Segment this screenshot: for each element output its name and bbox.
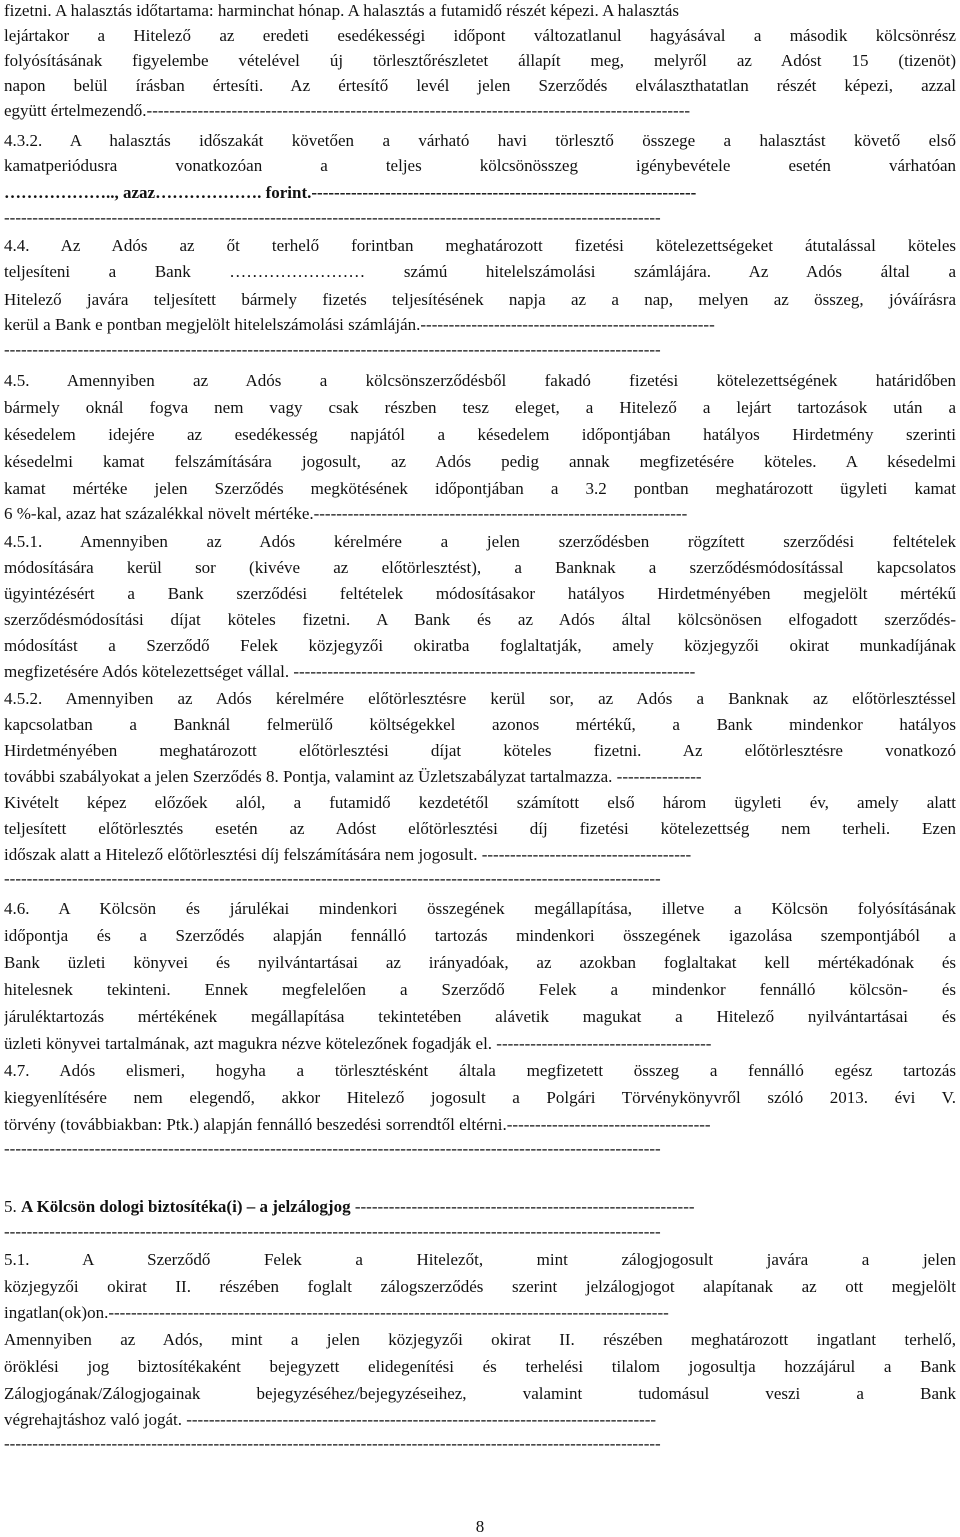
text-line: további szabályokat a jelen Szerződés 8. Pontja, valamint az Üzletszabályzat tartalmazza. ---------------: [4, 767, 702, 786]
text-line: --------------------------------------------------------------------------------------------------------------------: [4, 1222, 661, 1241]
text-line: fizetni. A halasztás időtartama: harminchat hónap. A halasztás a futamidő részét képezi. A halasztás: [4, 1, 680, 20]
text-line: késedelmi kamat felszámítására jogosult, az Adós pedig annak megfizetésére köteles. A késedelmi: [4, 452, 956, 471]
text-line: --------------------------------------------------------------------------------------------------------------------: [4, 340, 661, 359]
text-line: hitelesnek tekinteni. Ennek megfelelően a Szerződő Felek a mindenkor fennálló kölcsön- és: [4, 980, 956, 999]
text-line: bármely oknál fogva nem vagy csak részben tesz eleget, a Hitelező a lejárt tartozások után a: [4, 398, 956, 417]
section-title: A Kölcsön dologi biztosítéka(i) – a jelzálogjog: [21, 1197, 351, 1216]
text-line: 4.7. Adós elismeri, hogyha a törlesztésként általa megfizetett összeg a fennálló egész tartozás: [4, 1061, 956, 1080]
text-line: kapcsolatban a Banknál felmerülő költségekkel azonos mértékű, a Bank mindenkor hatályos: [4, 715, 956, 734]
text-line: járuléktartozás mértékének megállapítása tekintetében alávetik magukat a Hitelező nyilvántartásai és: [4, 1007, 956, 1026]
section-heading: [4, 1196, 956, 1220]
text-line: időszak alatt a Hitelező előtörlesztési díj felszámítására nem jogosult. -------------------------------------: [4, 845, 692, 864]
text-line: 5.1. A Szerződő Felek a Hitelezőt, mint zálogjogosult javára a jelen: [4, 1250, 956, 1269]
text-line: időpontja és a Szerződés alapján fennálló tartozás mindenkori összegének igazolása szempontjából a: [4, 926, 956, 945]
text-line: 6 %-kal, azaz hat százalékkal növelt mértéke.------------------------------------------------------------------: [4, 504, 688, 523]
text-line: ……………….., azaz………………. forint.--------------------------------------------------------------------: [4, 183, 697, 202]
text-line: módosítására kerül sor (kivéve az előtörlesztést), a Banknak a szerződésmódosítással kapcsolatos: [4, 558, 956, 577]
text-line: Hirdetményében meghatározott előtörlesztési díjat köteles fizetni. Az előtörlesztésre vonatkozó: [4, 741, 956, 760]
text-line: törvény (továbbiakban: Ptk.) alapján fennálló beszedési sorrendtől eltérni.------------------------------------: [4, 1115, 711, 1134]
text-line: ingatlan(ok)on.---------------------------------------------------------------------------------------------------: [4, 1303, 669, 1322]
text-line: késedelem idejére az esedékesség napjától a késedelem időpontjában hatályos Hirdetmény szerinti: [4, 425, 956, 444]
text-line: Kivételt képez előzőek alól, a futamidő kezdetétől számított első három ügyleti év, amely alatt: [4, 793, 956, 812]
section-dashes: ------------------------------------------------------------: [350, 1197, 695, 1216]
section-number: 5.: [4, 1197, 21, 1216]
text-line: --------------------------------------------------------------------------------------------------------------------: [4, 1434, 661, 1453]
text-line: folyósításának figyelembe vételével új törlesztőrészletet állapít meg, melyről az Adóst 15 (tizenöt): [4, 51, 956, 70]
text-line: --------------------------------------------------------------------------------------------------------------------: [4, 1139, 661, 1158]
text-line: lejártakor a Hitelező az eredeti esedékességi időpont változatlanul hagyásával a második kölcsönrész: [4, 26, 956, 45]
text-line: kiegyenlítésére nem elegendő, akkor Hitelező jogosult a Polgári Törvénykönyvről szóló 2013. évi V.: [4, 1088, 956, 1107]
text-line: teljesíteni a Bank …………………… számú hitelelszámolási számlájára. Az Adós által a: [4, 262, 956, 281]
text-line: öröklési jog biztosítékaként bejegyzett elidegenítési és terhelési tilalom jogosultja hozzájárul a Bank: [4, 1357, 956, 1376]
text-line: Hitelező javára teljesített bármely fizetés teljesítésének napja az a nap, melyen az összeg, jóváírásra: [4, 290, 956, 309]
text-line: kamatperiódusra vonatkozóan a teljes kölcsönösszeg igénybevétele esetén várhatóan: [4, 156, 956, 175]
text-line: szerződésmódosítási díjat köteles fizetni. A Bank és az Adós által kölcsönösen elfogadott szerződés-: [4, 610, 956, 629]
text-line: 4.4. Az Adós az őt terhelő forintban meghatározott fizetési kötelezettségeket átutalással köteles: [4, 236, 956, 255]
text-line: 4.5.1. Amennyiben az Adós kérelmére a jelen szerződésben rögzített szerződési feltételek: [4, 532, 956, 551]
text-line: teljesített előtörlesztés esetén az Adóst előtörlesztési díj fizetési kötelezettség nem terheli. Ezen: [4, 819, 956, 838]
text-line: Zálogjogának/Zálogjogainak bejegyzéséhez/bejegyzéseihez, valamint tudomásul veszi a Bank: [4, 1384, 956, 1403]
text-line: --------------------------------------------------------------------------------------------------------------------: [4, 208, 661, 227]
text-line: napon belül írásban értesíti. Az értesítő levél jelen Szerződés elválaszthatatlan részét képezi, azzal: [4, 76, 956, 95]
text-line: végrehajtáshoz való jogát. -----------------------------------------------------------------------------------: [4, 1410, 657, 1429]
page-number: 8: [475, 1517, 485, 1536]
text-line: módosítást a Szerződő Felek közjegyzői okiratba foglaltatják, amely közjegyzői okirat munkadíjának: [4, 636, 956, 655]
text-line: 4.5. Amennyiben az Adós a kölcsönszerződésből fakadó fizetési kötelezettségének határidőben: [4, 371, 956, 390]
text-line: együtt értelmezendő.------------------------------------------------------------------------------------------------: [4, 101, 691, 120]
text-line: kerül a Bank e pontban megjelölt hitelelszámolási számláján.----------------------------------------------------: [4, 315, 715, 334]
text-line: Bank üzleti könyvei és nyilvántartásai az irányadóak, az azokban foglaltakat kell mértékadónak és: [4, 953, 956, 972]
text-line: üzleti könyvei tartalmának, azt magukra nézve kötelezőnek fogadják el. --------------------------------------: [4, 1034, 712, 1053]
text-line: közjegyzői okirat II. részében foglalt zálogszerződés szerint jelzálogjogot alapítanak az ott megjelölt: [4, 1277, 956, 1296]
text-line: Amennyiben az Adós, mint a jelen közjegyzői okirat II. részében meghatározott ingatlant terhelő,: [4, 1330, 956, 1349]
text-line: megfizetésére Adós kötelezettséget vállal. -----------------------------------------------------------------------: [4, 662, 696, 681]
text-line: --------------------------------------------------------------------------------------------------------------------: [4, 869, 661, 888]
text-line: 4.6. A Kölcsön és járulékai mindenkori összegének megállapítása, illetve a Kölcsön folyósításának: [4, 899, 956, 918]
text-line: 4.5.2. Amennyiben az Adós kérelmére előtörlesztésre kerül sor, az Adós a Banknak az előtörlesztéssel: [4, 689, 956, 708]
text-line: 4.3.2. A halasztás időszakát követően a várható havi törlesztő összege a halasztást követő első: [4, 131, 956, 150]
text-line: kamat mértéke jelen Szerződés megkötésének időpontjában a 3.2 pontban meghatározott ügyleti kamat: [4, 479, 956, 498]
text-line: ügyintézésért a Bank szerződési feltételek módosításakor hatályos Hirdetményében megjelölt mértékű: [4, 584, 956, 603]
